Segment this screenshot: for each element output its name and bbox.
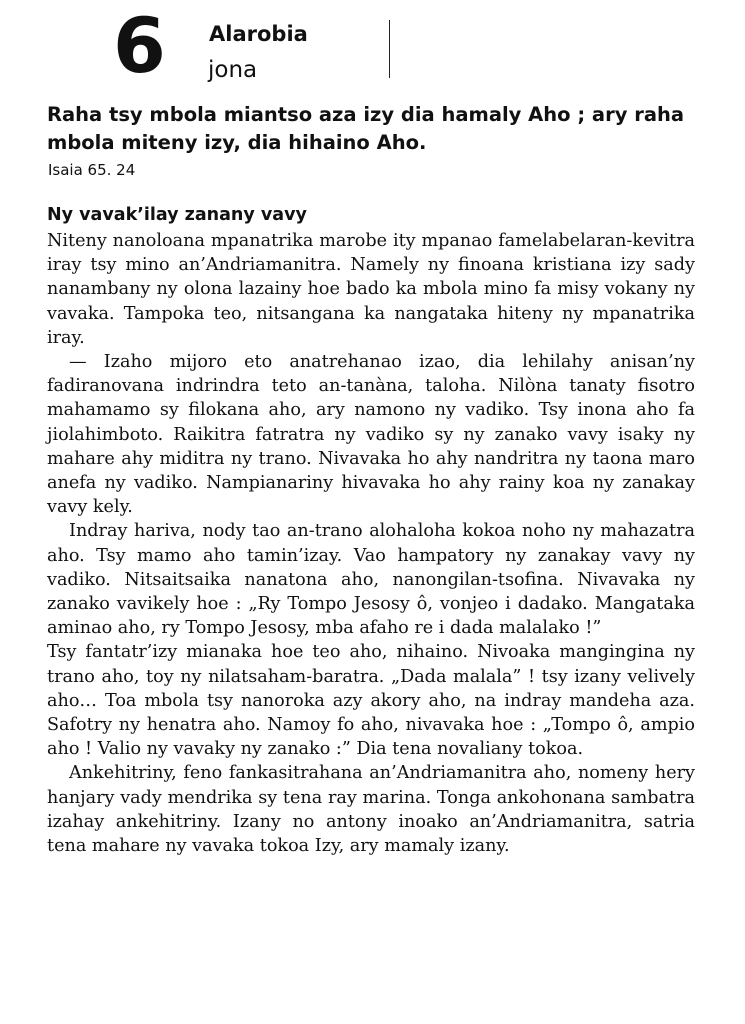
header-divider: [389, 20, 390, 78]
weekday-label: Alarobia: [209, 22, 308, 46]
paragraph: Tsy fantatr’izy mianaka hoe teo aho, nihaino. Nivoaka mangingina ny trano aho, toy ny nilatsaham-baratra. „Dada malala” ! tsy izany velively aho… Toa mbola tsy nanoroka azy akory aho, na indray mandeha aza. Safotry ny henatra aho. Namoy fo aho, nivavaka hoe : „Tompo ô, ampio aho ! Valio ny vavaky ny zanako :” Dia tena novaliany tokoa.: [47, 642, 695, 760]
month-label: jona: [208, 57, 258, 83]
paragraph: — Izaho mijoro eto anatrehanao izao, dia lehilahy anisan’ny fadiranovana indrindra teto an-tanàna, taloha. Nilòna tanaty fisotro mahamamo sy filokana aho, ary namono ny vadiko. Tsy inona aho fa jiolahimboto. Raikitra fatratra ny vadiko sy ny zanako vavy isaky ny mahare ahy miditra ny trano. Nivavaka ho ahy nandritra ny taona maro anefa ny vadiko. Nampianariny hivavaka ho ahy rainy koa ny zanakay vavy kely.: [47, 352, 695, 518]
paragraph: Indray hariva, nody tao an-trano alohaloha kokoa noho ny mahazatra aho. Tsy mamo aho tamin’izay. Vao hampatory ny zanakay vavy ny vadiko. Nitsaitsaika nanatona aho, nanongilan-tsofina. Nivavaka ny zanako vavikely hoe : „Ry Tompo Jesosy ô, vonjeo i dadako. Mangataka aminao aho, ry Tompo Jesosy, mba afaho re i dada malalako !”: [47, 521, 695, 639]
article-title: Ny vavak’ilay zanany vavy: [47, 205, 307, 225]
daily-verse: Raha tsy mbola miantso aza izy dia hamaly Aho ; ary raha mbola miteny izy, dia hihaino Aho.: [47, 103, 685, 154]
paragraph: Niteny nanoloana mpanatrika marobe ity mpanao famelabelaran-kevitra iray tsy mino an’Andriamanitra. Namely ny finoana kristiana izy sady nanambany ny olona lazainy hoe bado ka mbola mino fa misy vokany ny vavaka. Tampoka teo, nitsangana ka nangataka hiteny ny mpanatrika iray.: [47, 231, 695, 348]
verse-reference: Isaia 65. 24: [48, 161, 136, 179]
article-body: [47, 229, 695, 858]
page-header: [0, 0, 745, 90]
paragraph: Ankehitriny, feno fankasitrahana an’Andriamanitra aho, nomeny hery hanjary vady mendrika sy tena ray marina. Tonga ankohonana sambatra izahay ankehitriny. Izany no antony inoako an’Andriamanitra, satria tena mahare ny vavaka tokoa Izy, ary mamaly izany.: [47, 763, 695, 857]
day-number: 6: [113, 1, 164, 90]
